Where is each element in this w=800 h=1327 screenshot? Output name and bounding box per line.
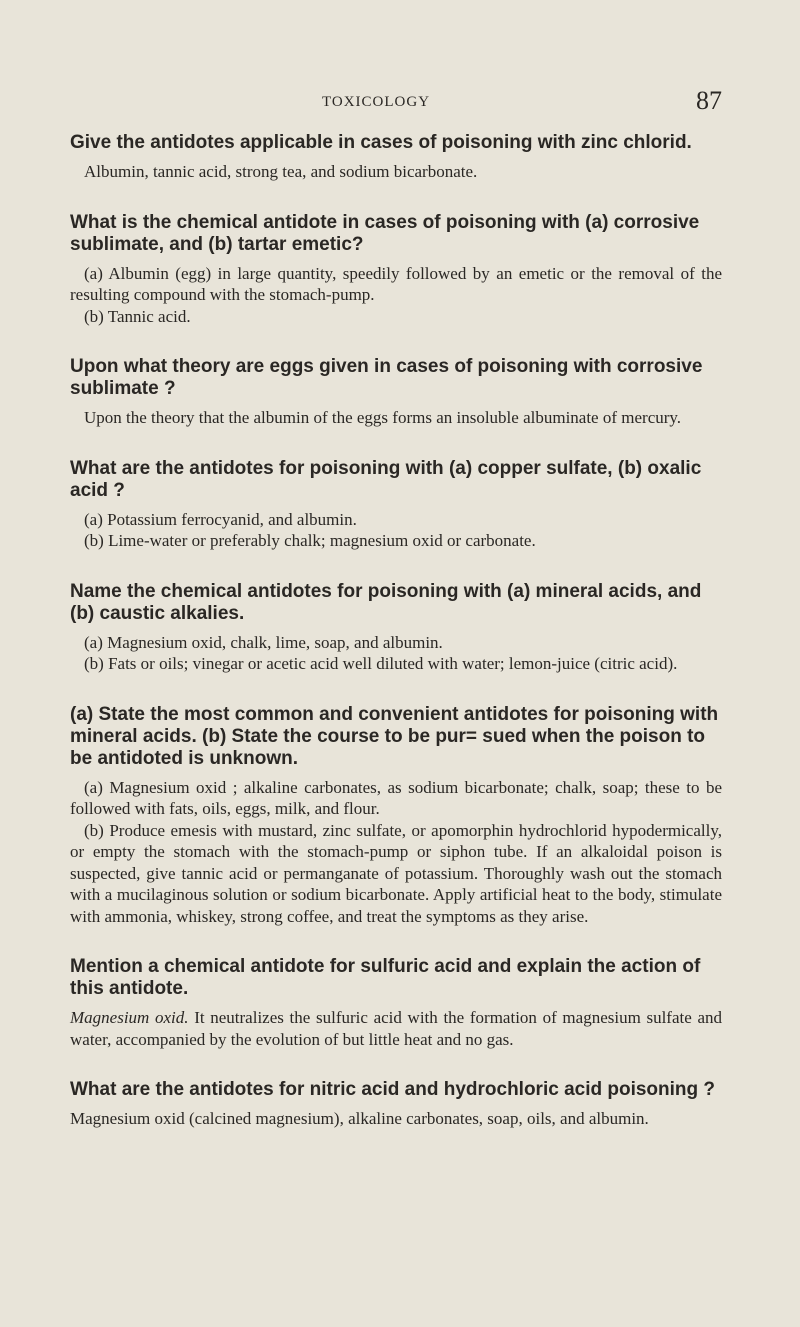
answer-paragraph: Magnesium oxid (calcined magnesium), alkaline carbonates, soap, oils, and albumin. (70, 1109, 649, 1128)
qa-entry-1 (70, 132, 722, 183)
answer (70, 407, 722, 429)
answer-paragraph (70, 1007, 722, 1050)
qa-entry-8 (70, 1079, 722, 1130)
answer (70, 1108, 722, 1130)
running-head: TOXICOLOGY (322, 94, 431, 110)
answer-paragraph: (a) Magnesium oxid, chalk, lime, soap, and albumin. (84, 632, 443, 652)
answer-paragraph: (b) Tannic acid. (84, 306, 191, 326)
answer (70, 777, 722, 928)
question: What are the antidotes for poisoning with (a) copper sulfate, (b) oxalic acid ? (70, 457, 702, 501)
qa-entry-5 (70, 581, 722, 675)
question: Give the antidotes applicable in cases of poisoning with zinc chlorid. (70, 132, 692, 153)
answer-paragraph: (b) Lime-water or preferably chalk; magnesium oxid or carbonate. (84, 531, 536, 550)
qa-entry-6 (70, 704, 722, 928)
answer-paragraph: (a) Albumin (egg) in large quantity, speedily followed by an emetic or the removal of the resulting compound with the stomach-pump. (70, 263, 722, 304)
answer-paragraph: (a) Potassium ferrocyanid, and albumin. (84, 509, 357, 529)
qa-entry-2 (70, 212, 722, 328)
qa-entry-3 (70, 356, 722, 429)
question: Name the chemical antidotes for poisoning with (a) mineral acids, and (b) caustic alkalies. (70, 580, 702, 624)
answer-text: It neutralizes the sulfuric acid with the formation of magnesium sulfate and water, accompanied by the evolution of but little heat and no gas. (70, 1008, 723, 1049)
answer (70, 632, 722, 675)
question: (a) State the most common and convenient antidotes for poisoning with mineral acids. (b) State the course to be pur= sued when the poison to be antidoted is unknown. (70, 703, 719, 769)
question: Upon what theory are eggs given in cases of poisoning with corrosive sublimate ? (70, 356, 703, 399)
answer (70, 1007, 722, 1050)
qa-entry-4 (70, 458, 722, 552)
question: Mention a chemical antidote for sulfuric acid and explain the action of this antidote. (70, 956, 701, 999)
page-header (70, 86, 722, 132)
answer (70, 509, 722, 552)
answer-paragraph: Albumin, tannic acid, strong tea, and sodium bicarbonate. (84, 162, 478, 181)
answer-paragraph: (a) Magnesium oxid ; alkaline carbonates, as sodium bicarbonate; chalk, soap; these to be followed with fats, oils, eggs, milk, and flour. (70, 777, 722, 818)
answer-italic-lead: Magnesium oxid. (70, 1008, 189, 1027)
answer-paragraph: (b) Fats or oils; vinegar or acetic acid well diluted with water; lemon-juice (citric acid). (84, 654, 678, 673)
page-number: 87 (696, 86, 722, 115)
answer (70, 263, 722, 328)
qa-entry-7 (70, 956, 722, 1050)
question: What are the antidotes for nitric acid and hydrochloric acid poisoning ? (70, 1079, 716, 1100)
answer-paragraph: (b) Produce emesis with mustard, zinc sulfate, or apomorphin hydrochlorid hypodermically, or empty the stomach with the stomach-pump or siphon tube. If an alkaloidal poison is suspected, give tannic acid or permanganate of potassium. Thoroughly wash out the stomach with a mucilaginous solution or sodium bicarbonate. Apply artificial heat to the body, stimulate with ammonia, whiskey, strong coffee, and treat the symptoms as they arise. (70, 820, 722, 926)
question: What is the chemical antidote in cases of poisoning with (a) corrosive sublimate, and (b) tartar emetic? (70, 211, 700, 255)
answer-paragraph: Upon the theory that the albumin of the eggs forms an insoluble albuminate of mercury. (84, 408, 682, 427)
answer (70, 161, 722, 183)
